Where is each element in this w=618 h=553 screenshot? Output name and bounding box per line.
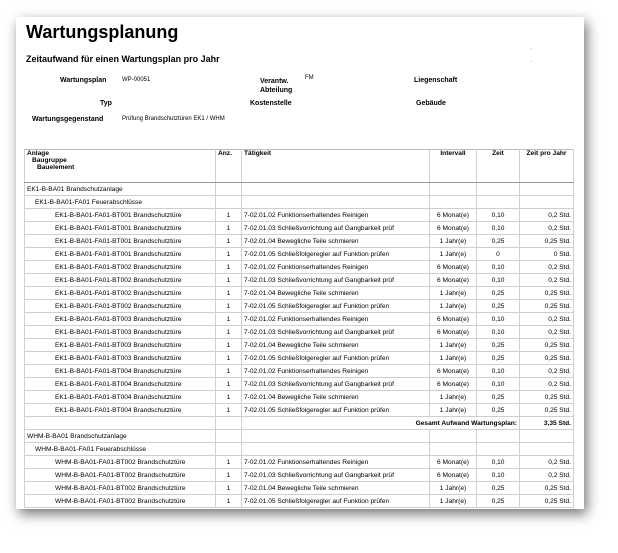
cell-intervall: 1 Jahr(e)	[430, 391, 477, 404]
cell-anz: 1	[216, 274, 242, 287]
cell-anz: 1	[216, 209, 242, 222]
cell-bauelement: EK1-B-BA01-FA01-BT002 Brandschutztüre	[25, 274, 216, 287]
cell-taetigkeit: 7-02.01.04 Bewegliche Teile schmieren	[242, 339, 430, 352]
cell-bauelement: EK1-B-BA01-FA01-BT003 Brandschutztüre	[25, 326, 216, 339]
verantw-value: FM	[305, 75, 314, 81]
cell-zeit: 0	[477, 248, 520, 261]
cell-zeit: 0,10	[477, 274, 520, 287]
table-row	[25, 274, 574, 287]
header-anlage-label: Anlage	[27, 150, 49, 157]
report-page	[16, 17, 584, 509]
cell-taetigkeit: 7-02.01.04 Bewegliche Teile schmieren	[242, 391, 430, 404]
maintenance-table	[24, 149, 574, 508]
liegenschaft-label: Liegenschaft	[414, 77, 458, 84]
empty-cell	[520, 443, 574, 456]
cell-anz: 1	[216, 261, 242, 274]
total-row	[25, 417, 574, 430]
cell-zeit-pro-jahr: 0,2 Std.	[520, 469, 574, 482]
cell-anz: 1	[216, 339, 242, 352]
cell-taetigkeit: 7-02.01.04 Bewegliche Teile schmieren	[242, 482, 430, 495]
cell-zeit: 0,10	[477, 222, 520, 235]
cell-intervall: 6 Monat(e)	[430, 313, 477, 326]
cell-anz: 1	[216, 222, 242, 235]
cell-bauelement: EK1-B-BA01-FA01-BT004 Brandschutztüre	[25, 378, 216, 391]
cell-zeit-pro-jahr: 0,25 Std.	[520, 404, 574, 417]
header-bauelement-label: Bauelement	[37, 164, 75, 171]
table-row	[25, 391, 574, 404]
cell-zeit-pro-jahr: 0,2 Std.	[520, 326, 574, 339]
cell-zeit: 0,25	[477, 235, 520, 248]
cell-intervall: 1 Jahr(e)	[430, 287, 477, 300]
cell-zeit-pro-jahr: 0 Std.	[520, 248, 574, 261]
cell-zeit: 0,25	[477, 339, 520, 352]
empty-cell	[216, 430, 242, 443]
empty-cell	[216, 443, 242, 456]
cell-bauelement: EK1-B-BA01-FA01-BT004 Brandschutztüre	[25, 365, 216, 378]
cell-zeit-pro-jahr: 0,2 Std.	[520, 313, 574, 326]
cell-taetigkeit: 7-02.01.03 Schließvorrichtung auf Gangbarkeit prüf	[242, 469, 430, 482]
table-row	[25, 222, 574, 235]
cell-taetigkeit: 7-02.01.05 Schließfolgeregler auf Funktion prüfen	[242, 300, 430, 313]
cell-bauelement: EK1-B-BA01-FA01-BT003 Brandschutztüre	[25, 339, 216, 352]
cell-zeit: 0,25	[477, 482, 520, 495]
cell-intervall: 1 Jahr(e)	[430, 248, 477, 261]
cell-zeit-pro-jahr: 0,2 Std.	[520, 378, 574, 391]
cell-zeit-pro-jahr: 0,2 Std.	[520, 261, 574, 274]
empty-cell	[242, 183, 430, 196]
baugruppe-group-row	[25, 443, 574, 456]
table-row	[25, 365, 574, 378]
cell-anlage: WHM-B-BA01 Brandschutzanlage	[25, 430, 216, 443]
anlage-group-row	[25, 183, 574, 196]
gegenstand-value: Prüfung Brandschutztüren EK1 / WHM	[122, 116, 225, 122]
cell-taetigkeit: 7-02.01.02 Funktionserhaltendes Reinigen	[242, 261, 430, 274]
empty-cell	[477, 183, 520, 196]
cell-zeit: 0,10	[477, 261, 520, 274]
cell-taetigkeit: 7-02.01.04 Bewegliche Teile schmieren	[242, 287, 430, 300]
header-anlage	[25, 150, 216, 183]
report-subtitle: Zeitaufwand für einen Wartungsplan pro Jahr	[26, 54, 220, 64]
table-row	[25, 404, 574, 417]
table-row	[25, 287, 574, 300]
cell-bauelement: EK1-B-BA01-FA01-BT004 Brandschutztüre	[25, 391, 216, 404]
cell-intervall: 1 Jahr(e)	[430, 404, 477, 417]
cell-intervall: 1 Jahr(e)	[430, 352, 477, 365]
header-zeit-pro-jahr: Zeit pro Jahr	[520, 150, 574, 183]
cell-bauelement: EK1-B-BA01-FA01-BT002 Brandschutztüre	[25, 261, 216, 274]
cell-intervall: 6 Monat(e)	[430, 378, 477, 391]
cell-anz: 1	[216, 300, 242, 313]
cell-zeit-pro-jahr: 0,25 Std.	[520, 287, 574, 300]
cell-zeit-pro-jahr: 0,2 Std.	[520, 209, 574, 222]
cell-taetigkeit: 7-02.01.05 Schließfolgeregler auf Funktion prüfen	[242, 404, 430, 417]
cell-zeit: 0,25	[477, 391, 520, 404]
cell-taetigkeit: 7-02.01.05 Schließfolgeregler auf Funktion prüfen	[242, 248, 430, 261]
cell-zeit: 0,10	[477, 469, 520, 482]
cell-taetigkeit: 7-02.01.04 Bewegliche Teile schmieren	[242, 235, 430, 248]
table-row	[25, 313, 574, 326]
cell-intervall: 6 Monat(e)	[430, 456, 477, 469]
cell-zeit-pro-jahr: 0,25 Std.	[520, 391, 574, 404]
cell-anz: 1	[216, 495, 242, 508]
cell-taetigkeit: 7-02.01.03 Schließvorrichtung auf Gangbarkeit prüf	[242, 274, 430, 287]
wartungsplan-value: WP-00051	[122, 77, 151, 83]
total-value: 3,35 Std.	[520, 417, 574, 430]
kostenstelle-label: Kostenstelle	[250, 100, 292, 107]
cell-bauelement: EK1-B-BA01-FA01-BT003 Brandschutztüre	[25, 313, 216, 326]
cell-zeit: 0,25	[477, 404, 520, 417]
empty-cell	[216, 196, 242, 209]
cell-taetigkeit: 7-02.01.05 Schließfolgeregler auf Funktion prüfen	[242, 352, 430, 365]
table-row	[25, 456, 574, 469]
verantw-label: Verantw. Abteilung	[260, 78, 293, 94]
header-baugruppe-label: Baugruppe	[32, 157, 67, 164]
table-header-row	[25, 150, 574, 183]
cell-zeit-pro-jahr: 0,2 Std.	[520, 222, 574, 235]
cell-intervall: 1 Jahr(e)	[430, 495, 477, 508]
header-taetigkeit: Tätigkeit	[242, 150, 430, 183]
cell-intervall: 6 Monat(e)	[430, 222, 477, 235]
header-anz: Anz.	[216, 150, 242, 183]
cell-taetigkeit: 7-02.01.02 Funktionserhaltendes Reinigen	[242, 365, 430, 378]
cell-taetigkeit: 7-02.01.05 Schließfolgeregler auf Funktion prüfen	[242, 495, 430, 508]
cell-anz: 1	[216, 352, 242, 365]
empty-cell	[242, 443, 430, 456]
table-row	[25, 339, 574, 352]
cell-zeit-pro-jahr: 0,2 Std.	[520, 456, 574, 469]
table-row	[25, 326, 574, 339]
cell-intervall: 1 Jahr(e)	[430, 300, 477, 313]
cell-taetigkeit: 7-02.01.03 Schließvorrichtung auf Gangbarkeit prüf	[242, 326, 430, 339]
cell-zeit-pro-jahr: 0,2 Std.	[520, 274, 574, 287]
cell-zeit: 0,25	[477, 352, 520, 365]
corner-mark: ·	[530, 58, 533, 66]
table-body	[25, 183, 574, 508]
cell-bauelement: EK1-B-BA01-FA01-BT002 Brandschutztüre	[25, 300, 216, 313]
table-row	[25, 495, 574, 508]
table-row	[25, 352, 574, 365]
gebaeude-label: Gebäude	[416, 100, 446, 107]
cell-anz: 1	[216, 378, 242, 391]
cell-zeit-pro-jahr: 0,25 Std.	[520, 339, 574, 352]
typ-label: Typ	[100, 100, 112, 107]
cell-anz: 1	[216, 391, 242, 404]
cell-zeit: 0,10	[477, 365, 520, 378]
total-spacer-cell	[216, 417, 242, 430]
table-row	[25, 209, 574, 222]
cell-zeit: 0,25	[477, 495, 520, 508]
cell-bauelement: EK1-B-BA01-FA01-BT001 Brandschutztüre	[25, 235, 216, 248]
cell-zeit-pro-jahr: 0,25 Std.	[520, 495, 574, 508]
cell-anz: 1	[216, 482, 242, 495]
corner-mark: ·	[530, 45, 533, 53]
cell-zeit: 0,25	[477, 287, 520, 300]
cell-bauelement: EK1-B-BA01-FA01-BT004 Brandschutztüre	[25, 404, 216, 417]
cell-bauelement: EK1-B-BA01-FA01-BT001 Brandschutztüre	[25, 222, 216, 235]
cell-anz: 1	[216, 287, 242, 300]
cell-intervall: 6 Monat(e)	[430, 365, 477, 378]
table-row	[25, 469, 574, 482]
empty-cell	[430, 196, 477, 209]
table-row	[25, 261, 574, 274]
table-row	[25, 248, 574, 261]
cell-bauelement: WHM-B-BA01-FA01-BT002 Brandschutztüre	[25, 456, 216, 469]
cell-baugruppe: WHM-B-BA01-FA01 Feuerabschlüsse	[25, 443, 216, 456]
table-row	[25, 235, 574, 248]
cell-anz: 1	[216, 235, 242, 248]
empty-cell	[242, 196, 430, 209]
empty-cell	[430, 430, 477, 443]
cell-anz: 1	[216, 469, 242, 482]
header-zeit: Zeit	[477, 150, 520, 183]
cell-intervall: 1 Jahr(e)	[430, 339, 477, 352]
cell-zeit-pro-jahr: 0,25 Std.	[520, 352, 574, 365]
cell-anz: 1	[216, 456, 242, 469]
cell-anz: 1	[216, 326, 242, 339]
cell-bauelement: WHM-B-BA01-FA01-BT002 Brandschutztüre	[25, 495, 216, 508]
total-spacer-cell	[25, 417, 216, 430]
cell-taetigkeit: 7-02.01.02 Funktionserhaltendes Reinigen	[242, 313, 430, 326]
cell-zeit: 0,10	[477, 378, 520, 391]
cell-zeit-pro-jahr: 0,2 Std.	[520, 365, 574, 378]
empty-cell	[430, 183, 477, 196]
cell-taetigkeit: 7-02.01.03 Schließvorrichtung auf Gangbarkeit prüf	[242, 222, 430, 235]
table-row	[25, 300, 574, 313]
empty-cell	[216, 183, 242, 196]
cell-zeit: 0,10	[477, 313, 520, 326]
cell-bauelement: EK1-B-BA01-FA01-BT001 Brandschutztüre	[25, 209, 216, 222]
wartungsplan-label: Wartungsplan	[60, 77, 107, 84]
cell-intervall: 6 Monat(e)	[430, 326, 477, 339]
cell-taetigkeit: 7-02.01.02 Funktionserhaltendes Reinigen	[242, 209, 430, 222]
cell-intervall: 6 Monat(e)	[430, 209, 477, 222]
gegenstand-label: Wartungsgegenstand	[32, 116, 104, 123]
baugruppe-group-row	[25, 196, 574, 209]
anlage-group-row	[25, 430, 574, 443]
cell-baugruppe: EK1-B-BA01-FA01 Feuerabschlüsse	[25, 196, 216, 209]
cell-anlage: EK1-B-BA01 Brandschutzanlage	[25, 183, 216, 196]
empty-cell	[242, 430, 430, 443]
cell-intervall: 6 Monat(e)	[430, 469, 477, 482]
empty-cell	[520, 430, 574, 443]
total-label: Gesamt Aufwand Wartungsplan:	[242, 417, 520, 430]
cell-zeit-pro-jahr: 0,25 Std.	[520, 482, 574, 495]
cell-anz: 1	[216, 313, 242, 326]
cell-anz: 1	[216, 365, 242, 378]
table-row	[25, 378, 574, 391]
empty-cell	[520, 196, 574, 209]
cell-bauelement: EK1-B-BA01-FA01-BT003 Brandschutztüre	[25, 352, 216, 365]
report-title: Wartungsplanung	[26, 22, 179, 42]
cell-bauelement: EK1-B-BA01-FA01-BT001 Brandschutztüre	[25, 248, 216, 261]
table-row	[25, 482, 574, 495]
cell-bauelement: WHM-B-BA01-FA01-BT002 Brandschutztüre	[25, 482, 216, 495]
cell-taetigkeit: 7-02.01.02 Funktionserhaltendes Reinigen	[242, 456, 430, 469]
cell-anz: 1	[216, 248, 242, 261]
empty-cell	[520, 183, 574, 196]
cell-zeit-pro-jahr: 0,25 Std.	[520, 235, 574, 248]
cell-intervall: 6 Monat(e)	[430, 261, 477, 274]
empty-cell	[477, 443, 520, 456]
cell-bauelement: EK1-B-BA01-FA01-BT002 Brandschutztüre	[25, 287, 216, 300]
cell-zeit: 0,25	[477, 300, 520, 313]
cell-intervall: 1 Jahr(e)	[430, 482, 477, 495]
header-intervall: Intervall	[430, 150, 477, 183]
cell-intervall: 1 Jahr(e)	[430, 235, 477, 248]
cell-intervall: 6 Monat(e)	[430, 274, 477, 287]
cell-zeit: 0,10	[477, 326, 520, 339]
cell-taetigkeit: 7-02.01.03 Schließvorrichtung auf Gangbarkeit prüf	[242, 378, 430, 391]
cell-bauelement: WHM-B-BA01-FA01-BT002 Brandschutztüre	[25, 469, 216, 482]
cell-zeit-pro-jahr: 0,25 Std.	[520, 300, 574, 313]
empty-cell	[430, 443, 477, 456]
cell-zeit: 0,10	[477, 456, 520, 469]
empty-cell	[477, 196, 520, 209]
cell-anz: 1	[216, 404, 242, 417]
cell-zeit: 0,10	[477, 209, 520, 222]
empty-cell	[477, 430, 520, 443]
